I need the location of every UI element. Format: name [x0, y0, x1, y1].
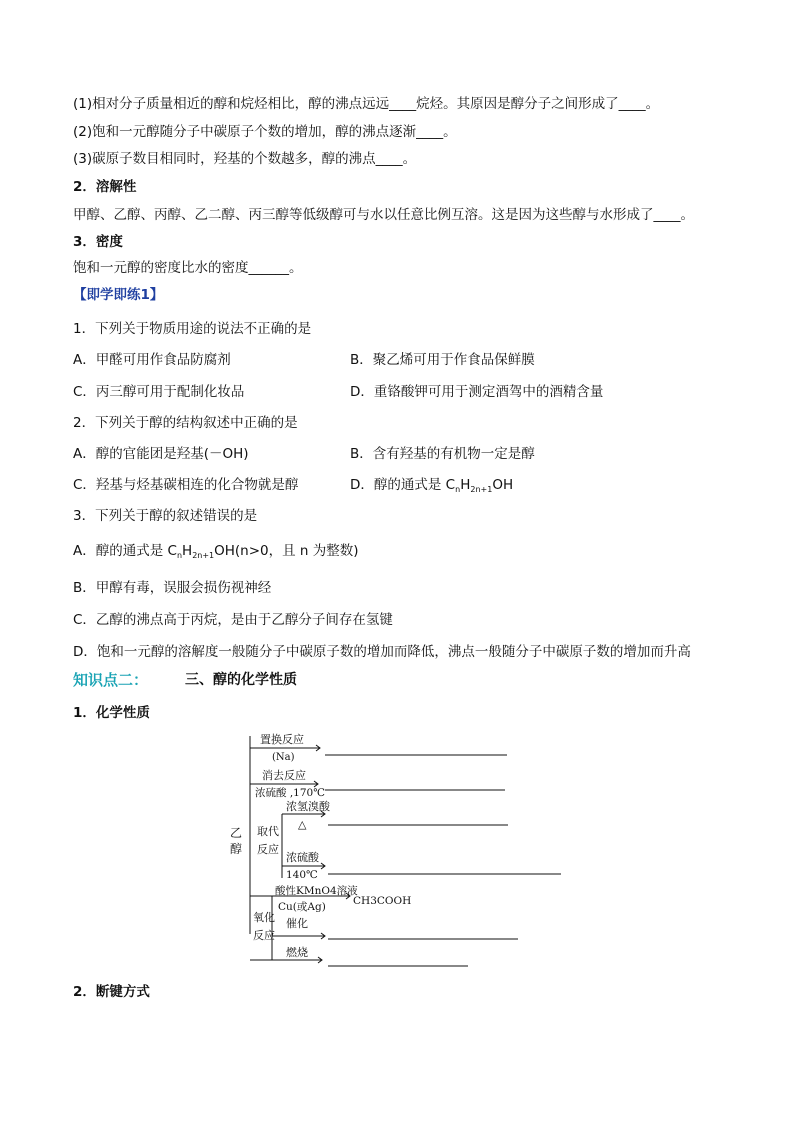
oxidation-label-2: 反应	[253, 929, 275, 942]
substitution-label-2: 反应	[257, 843, 279, 856]
q1-option-c[interactable]: C．丙三醇可用于配制化妆品	[73, 384, 245, 400]
prop-boiling-1: (1)相对分子质量相近的醇和烷烃相比，醇的沸点远远____烷烃。其原因是醇分子之间形成了____。	[73, 96, 660, 112]
h2so4-170-label: 浓硫酸 ,170℃	[255, 787, 325, 799]
kmno4-label: 酸性KMnO4溶液	[275, 885, 358, 897]
q3-option-c[interactable]: C．乙醇的沸点高于丙烷，是由于乙醇分子间存在氢键	[73, 612, 393, 628]
cu-label: Cu(或Ag)	[278, 901, 326, 913]
ch3cooh-label: CH3COOH	[353, 895, 412, 907]
hbr-label: 浓氢溴酸	[286, 800, 330, 813]
ethanol-label-2: 醇	[230, 842, 243, 856]
heat-symbol: △	[298, 818, 307, 831]
q2-option-b[interactable]: B．含有羟基的有机物一定是醇	[350, 446, 535, 462]
q3-option-a[interactable]	[73, 542, 359, 562]
q2-d-sub2: 2n+1	[470, 485, 493, 494]
heading-solubility: 2．溶解性	[73, 179, 137, 195]
q2-d-mid: H	[460, 477, 471, 493]
ethanol-reaction-diagram	[220, 728, 580, 978]
q2-d-post: OH	[492, 477, 514, 493]
oxidation-label-1: 氧化	[253, 911, 275, 924]
practice-title: 【即学即练1】	[73, 287, 164, 303]
heading-chem-props: 1．化学性质	[73, 705, 150, 721]
q3-a-mid: H	[182, 543, 193, 559]
q3-a-sub1: n	[176, 551, 183, 560]
section-title: 三、醇的化学性质	[185, 672, 297, 688]
q3-option-b[interactable]: B．甲醇有毒，误服会损伤视神经	[73, 580, 272, 596]
elimination-label: 消去反应	[262, 769, 306, 782]
q2-option-c[interactable]: C．羟基与烃基碳相连的化合物就是醇	[73, 477, 299, 493]
catalytic-label: 催化	[286, 917, 308, 930]
q3-option-d[interactable]: D．饱和一元醇的溶解度一般随分子中碳原子数的增加而降低，沸点一般随分子中碳原子数的增加而升高	[73, 644, 691, 660]
q3-a-post: OH(n>0，且 n 为整数)	[214, 543, 359, 559]
q3-a-pre: A．醇的通式是 C	[73, 543, 177, 559]
q2-d-sub1: n	[455, 485, 461, 494]
q3-a-sub2: 2n+1	[192, 551, 215, 560]
q2-option-d[interactable]	[350, 476, 513, 496]
combustion-label: 燃烧	[286, 946, 308, 959]
heading-bond-breaking: 2．断键方式	[73, 984, 150, 1000]
q1-option-b[interactable]: B．聚乙烯可用于作食品保鲜膜	[350, 352, 535, 368]
prop-boiling-2: (2)饱和一元醇随分子中碳原子个数的增加，醇的沸点逐渐____。	[73, 124, 457, 140]
t140-label: 140℃	[286, 869, 318, 881]
na-label: (Na)	[272, 752, 295, 763]
q3-stem: 3．下列关于醇的叙述错误的是	[73, 508, 258, 524]
heading-density: 3．密度	[73, 234, 123, 250]
ethanol-label-1: 乙	[230, 826, 243, 840]
solubility-text: 甲醇、乙醇、丙醇、乙二醇、丙三醇等低级醇可与水以任意比例互溶。这是因为这些醇与水形成了____。	[73, 207, 694, 223]
h2so4-label: 浓硫酸	[286, 851, 319, 864]
q1-option-a[interactable]: A．甲醛可用作食品防腐剂	[73, 352, 231, 368]
q2-d-pre: D．醇的通式是 C	[350, 477, 456, 493]
displacement-label: 置换反应	[260, 733, 304, 746]
q1-option-d[interactable]: D．重铬酸钾可用于测定酒驾中的酒精含量	[350, 384, 604, 400]
q2-option-a[interactable]: A．醇的官能团是羟基(－OH)	[73, 446, 249, 462]
prop-boiling-3: (3)碳原子数目相同时，羟基的个数越多，醇的沸点____。	[73, 151, 417, 167]
density-text: 饱和一元醇的密度比水的密度______。	[73, 260, 303, 276]
substitution-label-1: 取代	[257, 825, 279, 838]
section-label: 知识点二：	[73, 671, 149, 689]
q1-stem: 1．下列关于物质用途的说法不正确的是	[73, 321, 312, 337]
q2-stem: 2．下列关于醇的结构叙述中正确的是	[73, 415, 298, 431]
